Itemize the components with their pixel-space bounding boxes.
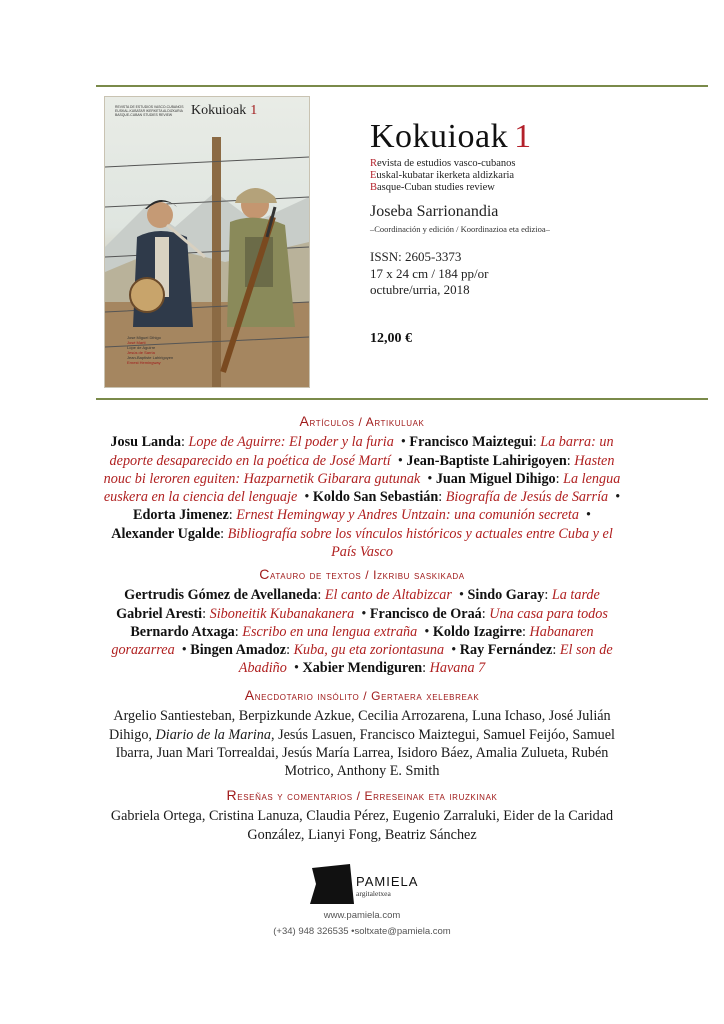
- publisher-sub: argitaletxea: [356, 889, 391, 898]
- catauro-section: [100, 565, 624, 678]
- pamiela-logo-icon: [306, 862, 356, 906]
- publisher-web[interactable]: www.pamiela.com: [323, 910, 401, 921]
- catauro-heading: Catauro de textos / Izkribu saskikada: [259, 566, 465, 582]
- bottom-rule: [96, 398, 708, 400]
- pub-date: octubre/urria, 2018: [370, 282, 470, 297]
- cover-title: Kokuioak 1: [191, 103, 258, 118]
- anecdotario-list: Argelio Santiesteban, Berpizkunde Azkue, Cecilia Arrozarena, Luna Ichaso, José Julián Dihigo, Diario de la Marina, Jesús Lasuen, Francisco Maiztegui, Samuel Feijóo, Samuel Ibarra, Juan Mari Torrealdai, Jesús María Larrea, Isidoro Báez, Amalia Zulueta, Rubén Motrico, Anthony E. Smith: [109, 708, 615, 780]
- price: 12,00 €: [370, 331, 412, 346]
- catauro-list: Gertrudis Gómez de Avellaneda: El canto de Altabizcar • Sindo Garay: La tarde Gabriel Aresti: Siboneitik Kubanakanera • Francisco de Oraá: Una casa para todos Bernardo Atxaga: Escribo en una lengua extraña • Koldo Izagirre: Habanaren gorazarrea • Bingen Amadoz: Kuba, gu eta zoriontasuna • Ray Fernández: El son de Abadiño • Xabier Mendiguren: Havana 7: [111, 587, 613, 677]
- book-meta: [370, 249, 488, 299]
- articles-heading: Artículos / Artikuluak: [299, 413, 425, 429]
- anecdotario-heading: Anecdotario insólito / Gertaera xelebreak: [244, 687, 480, 703]
- format: 17 x 24 cm / 184 pp/or: [370, 265, 489, 281]
- issn: ISSN: 2605-3373: [370, 249, 462, 264]
- resenas-heading: Reseñas y comentarios / Erreseinak eta iruzkinak: [226, 787, 498, 803]
- book-author: Joseba Sarrionandia: [370, 203, 499, 220]
- cover-header: REVISTA DE ESTUDIOS VASCO-CUBANOS EUSKAL-KUBATAR IKERKETA ALDIZKARIA BASQUE-CUBAN STUDIES REVIEW: [115, 105, 184, 117]
- resenas-list: Gabriela Ortega, Cristina Lanuza, Claudia Pérez, Eugenio Zarraluki, Eider de la Caridad González, Lianyi Fong, Beatriz Sánchez: [110, 808, 614, 843]
- articles-section: [100, 412, 624, 561]
- anecdotario-section: [100, 686, 624, 780]
- book-role: –Coordinación y edición / Koordinazioa eta edizioa–: [370, 224, 550, 234]
- publisher-contact[interactable]: (+34) 948 326535 •soltxate@pamiela.com: [273, 926, 451, 937]
- cover-image: [104, 96, 310, 388]
- cover-credits: Jose Miguel Dihigo José Martí Lope de Aguirre Jesús de Sarria Jean-Baptiste Lahirigoyen Ernest Hemingway: [127, 335, 174, 365]
- articles-list: Josu Landa: Lope de Aguirre: El poder y la furia • Francisco Maiztegui: La barra: un deporte desaparecido en la poética de José Martí • Jean-Baptiste Lahirigoyen: Hasten nouc bi leroren eguiten: Hazparnetik Gibarara gutunak • Juan Miguel Dihigo: La lengua euskera en la ciencia del lenguaje • Koldo San Sebastián: Biografía de Jesús de Sarría • Edorta Jimenez: Ernest Hemingway y Andres Untzain: una comunión secreta • Alexander Ugalde: Bibliografía sobre los vínculos históricos y actuales entre Cuba y el País Vasco: [103, 434, 621, 561]
- publisher-name: PAMIELA: [356, 874, 419, 889]
- book-subtitle: Revista de estudios vasco-cubanos Euskal-kubatar ikerketa aldizkaria Basque-Cuban studies review: [370, 158, 516, 193]
- resenas-section: [100, 786, 624, 844]
- top-rule: [96, 85, 708, 87]
- book-title: Kokuioak 1: [370, 118, 532, 155]
